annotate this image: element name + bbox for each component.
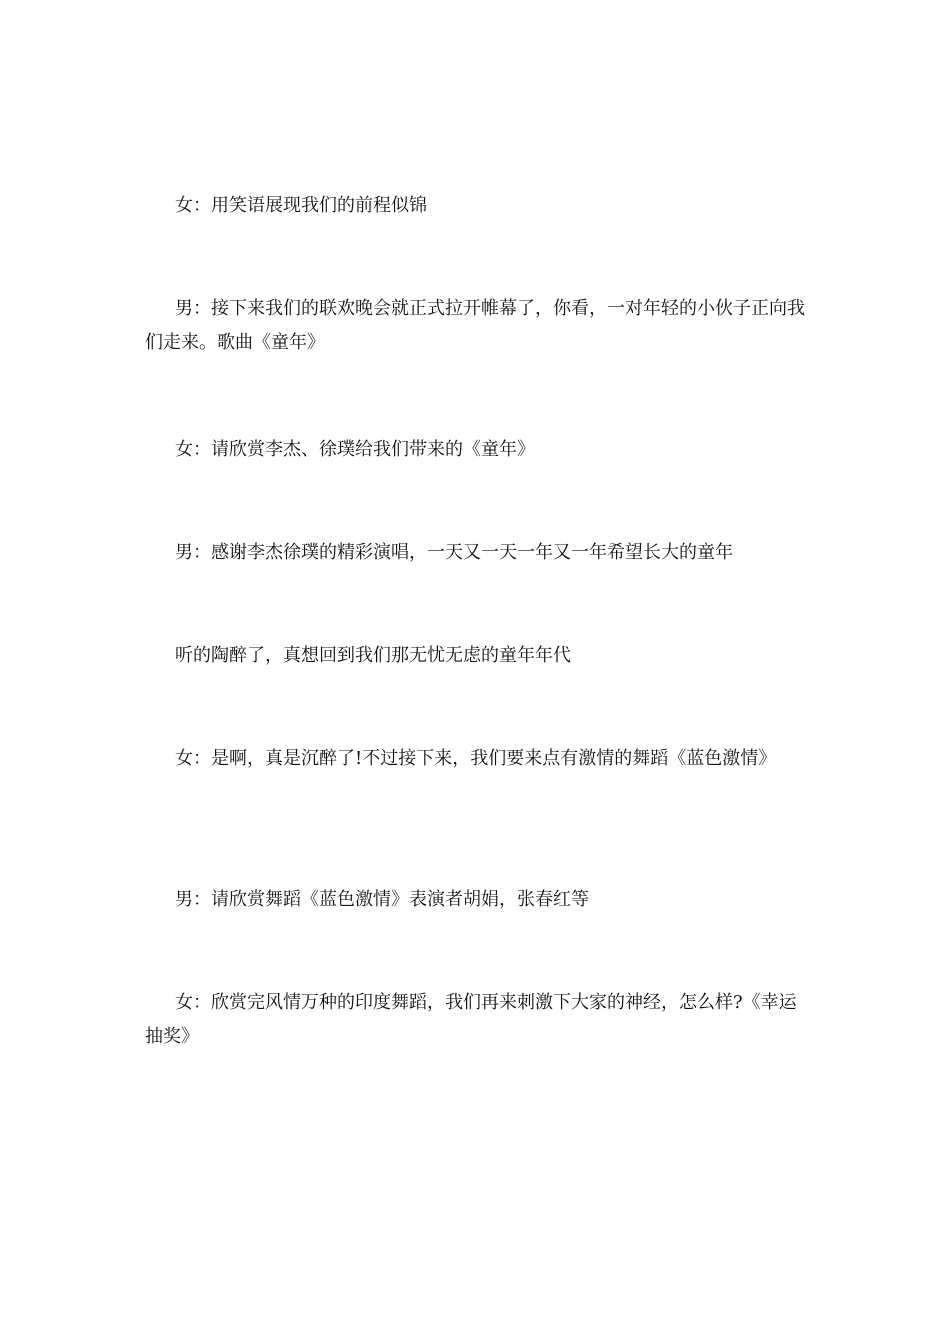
paragraph-7: 男：请欣赏舞蹈《蓝色激情》表演者胡娟，张春红等 [175,889,589,910]
paragraph-3: 女：请欣赏李杰、徐璞给我们带来的《童年》 [175,439,535,460]
paragraph-4: 男：感谢李杰徐璞的精彩演唱，一天又一天一年又一年希望长大的童年 [175,542,733,563]
paragraph-2: 男：接下来我们的联欢晚会就正式拉开帷幕了，你看，一对年轻的小伙子正向我们走来。歌曲《童年》 [145,298,805,353]
paragraph-5: 听的陶醉了，真想回到我们那无忧无虑的童年年代 [175,645,571,666]
paragraph-6: 女：是啊，真是沉醉了!不过接下来，我们要来点有激情的舞蹈《蓝色激情》 [175,748,777,769]
paragraph-8: 女：欣赏完风情万种的印度舞蹈，我们再来刺激下大家的神经，怎么样?《幸运抽奖》 [145,992,797,1047]
paragraph-1: 女：用笑语展现我们的前程似锦 [175,195,427,216]
